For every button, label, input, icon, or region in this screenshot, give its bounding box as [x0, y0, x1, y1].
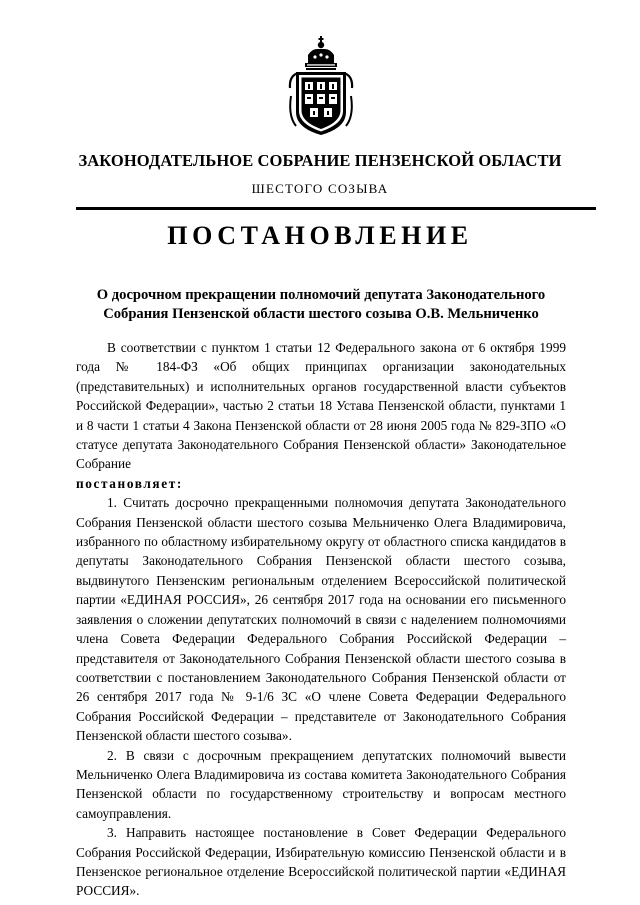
clause-1: 1. Считать досрочно прекращенными полномочия депутата Законодательного Собрания Пензенской области шестого созыва Мельниченко Олега Владимировича, избранного по областному избирательному округу от областного списка кандидатов в депутаты Законодательного Собрания Пензенской области шестого созыва, выдвинутого Пензенским региональным отделением Всероссийской политической партии «ЕДИНАЯ РОССИЯ», 26 сентября 2017 года на основании его письменного заявления о сложении депутатских полномочий в связи с наделением полномочиями члена Совета Федерации Федерального Собрания Российской Федерации – представителя от Законодательного Собрания Пензенской области шестого созыва в соответствии с постановлением Законодательного Собрания Пензенской области от 26 сентября 2017 года № 9-1/6 ЗС «О члене Совета Федерации Федерального Собрания Российской Федерации – представителе от Законодательного Собрания Пензенской области шестого созыва». — [76, 495, 566, 744]
decree-word: постановляет: — [76, 475, 183, 491]
penza-region-coat-of-arms-icon — [288, 36, 354, 136]
preamble-text: В соответствии с пунктом 1 статьи 12 Федерального закона от 6 октября 1999 года № 184-ФЗ «Об общих принципах организации законодательных (представительных) и исполнительных органов государственной власти субъектов Российской Федерации», частью 2 статьи 18 Устава Пензенской области, пунктами 1 и 8 части 1 статьи 4 Закона Пензенской области от 28 июня 2005 года № 829-ЗПО «О статусе депутата Законодательного Собрания Пензенской области» Законодательное Собрание — [76, 340, 566, 472]
document-type-title: ПОСТАНОВЛЕНИЕ — [167, 221, 473, 250]
document-subject: О досрочном прекращении полномочий депутата Законодательного Собрания Пензенской области шестого созыва О.В. Мельниченко — [96, 287, 546, 322]
preamble-paragraph — [76, 338, 566, 493]
document-body — [76, 338, 566, 901]
header-divider — [76, 207, 596, 210]
clause-2: 2. В связи с досрочным прекращением депутатских полномочий вывести Мельниченко Олега Владимировича из состава комитета Законодательного Собрания Пензенской области по государственному строительству и вопросам местного самоуправления. — [76, 747, 566, 821]
organization-name: ЗАКОНОДАТЕЛЬНОЕ СОБРАНИЕ ПЕНЗЕНСКОЙ ОБЛАСТИ — [78, 151, 562, 170]
clause-3: 3. Направить настоящее постановление в Совет Федерации Федерального Собрания Российской Федерации, Избирательную комиссию Пензенской области и в Пензенское региональное отделение Всероссийской политической партии «ЕДИНАЯ РОССИЯ». — [76, 825, 566, 899]
convocation-label: ШЕСТОГО СОЗЫВА — [251, 181, 389, 196]
